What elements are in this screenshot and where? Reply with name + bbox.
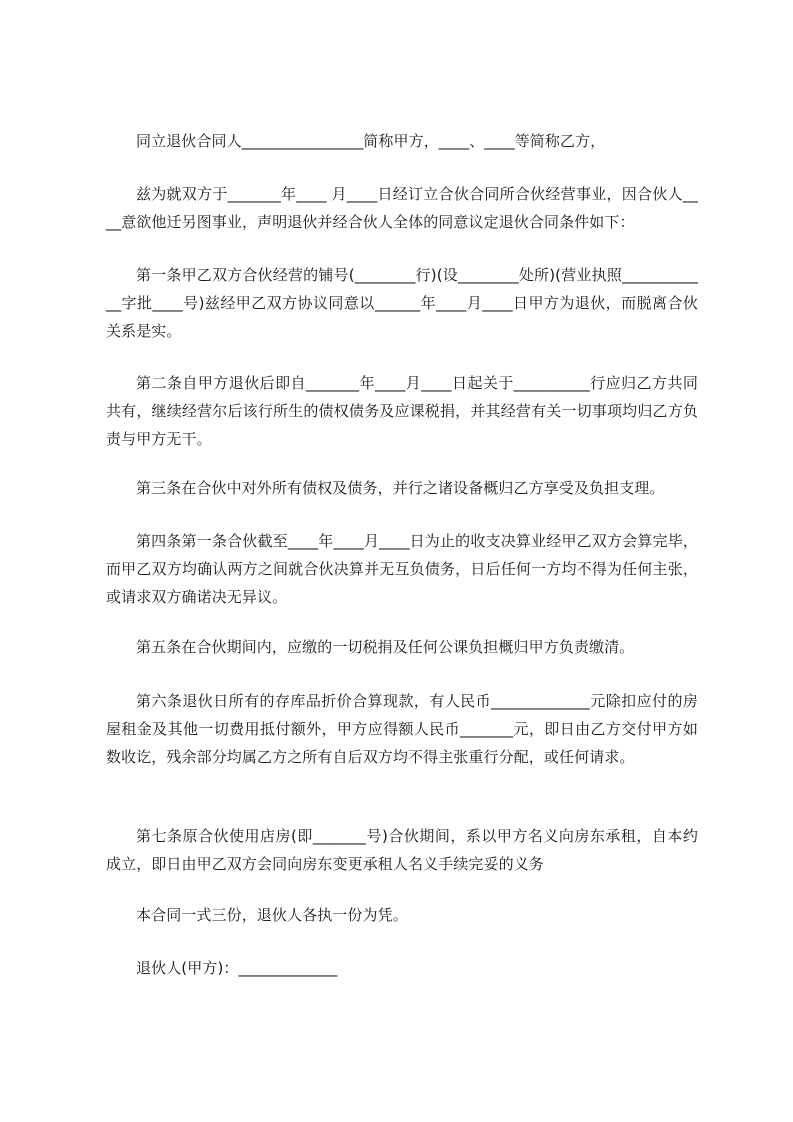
paragraph-article-2: 第二条自甲方退伙后即自_______年____月____日起关于__________行应归乙方共同共有，继续经营尔后该行所生的债权债务及应课税捐，并其经营有关一切事项均归乙方负责与甲方无干。 xyxy=(106,374,698,448)
paragraph-article-1: 第一条甲乙双方合伙经营的铺号(________行)(设________处所)(营业执照____________字批____号)兹经甲乙双方协议同意以______年____月____日甲方为退伙，而脱离合伙关系是实。 xyxy=(106,266,698,340)
paragraph-copies-note: 本合同一式三份，退伙人各执一份为凭。 xyxy=(136,906,408,924)
signature-line-party-a: 退伙人(甲方)：_____________ xyxy=(136,959,338,977)
paragraph-recital: 兹为就双方于_______年____ 月____日经订立合伙合同所合伙经营事业，因合伙人____意欲他迁另图事业，声明退伙并经合伙人全体的同意议定退伙合同条件如下： xyxy=(106,185,698,231)
paragraph-article-6: 第六条退伙日所有的存库品折价合算现款，有人民币_____________元除扣应付的房屋租金及其他一切费用抵付额外，甲方应得额人民币_______元，即日由乙方交付甲方如数收讫，残余部分均属乙方之所有自后双方均不得主张重行分配，或任何请求。 xyxy=(106,692,698,766)
paragraph-preamble: 同立退伙合同人________________简称甲方，____、____等简称乙方， xyxy=(136,132,606,150)
paragraph-article-7: 第七条原合伙使用店房(即_______号)合伙期间，系以甲方名义向房东承租，自本约成立，即日由甲乙双方会同向房东变更承租人名义手续完妥的义务 xyxy=(106,827,698,873)
paragraph-article-5: 第五条在合伙期间内，应缴的一切税捐及任何公课负担概归甲方负责缴清。 xyxy=(136,638,635,656)
paragraph-article-3: 第三条在合伙中对外所有债权及债务，并行之诸设备概归乙方享受及负担支理。 xyxy=(136,479,665,497)
paragraph-article-4: 第四条第一条合伙截至____年____月____日为止的收支决算业经甲乙双方会算完毕，而甲乙双方均确认两方之间就合伙决算并无互负债务，日后任何一方均不得为任何主张，或请求双方确诺决无异议。 xyxy=(106,532,698,606)
